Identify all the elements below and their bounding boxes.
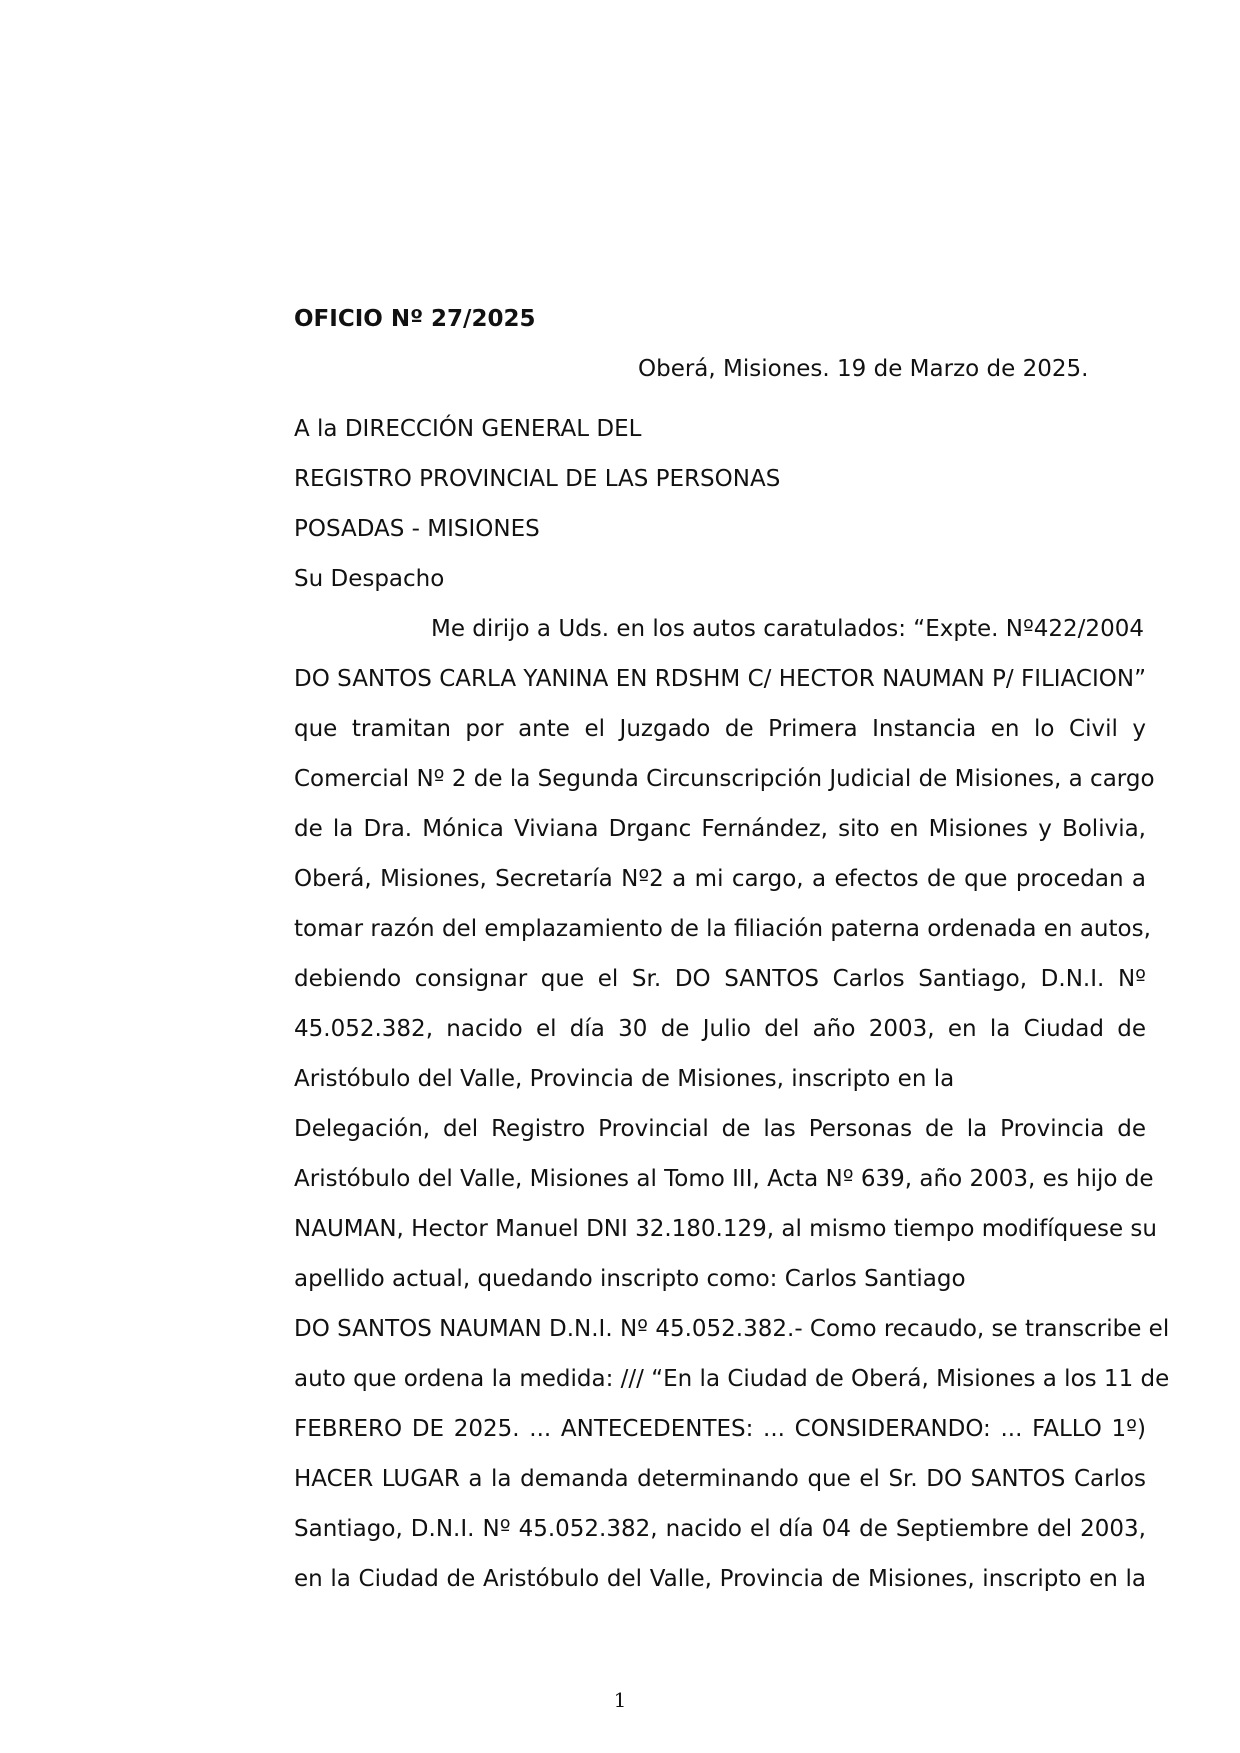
- body-line: Aristóbulo del Valle, Provincia de Misiones, inscripto en la: [294, 1066, 955, 1092]
- body-line: DO SANTOS CARLA YANINA EN RDSHM C/ HECTOR NAUMAN P/ FILIACION”: [294, 666, 1146, 692]
- address-line: Su Despacho: [294, 566, 445, 592]
- body-line: apellido actual, quedando inscripto como: Carlos Santiago: [294, 1266, 966, 1292]
- body-line: DO SANTOS NAUMAN D.N.I. Nº 45.052.382.- Como recaudo, se transcribe el: [294, 1316, 1170, 1342]
- body-line: HACER LUGAR a la demanda determinando que el Sr. DO SANTOS Carlos: [294, 1466, 1146, 1492]
- body-line: en la Ciudad de Aristóbulo del Valle, Provincia de Misiones, inscripto en la: [294, 1566, 1146, 1592]
- body-line: debiendo consignar que el Sr. DO SANTOS Carlos Santiago, D.N.I. Nº: [294, 966, 1146, 992]
- address-line: POSADAS - MISIONES: [294, 516, 540, 542]
- body-line: Oberá, Misiones, Secretaría Nº2 a mi cargo, a efectos de que procedan a: [294, 866, 1146, 892]
- document-title: OFICIO Nº 27/2025: [294, 306, 536, 332]
- address-line: A la DIRECCIÓN GENERAL DEL: [294, 416, 642, 442]
- body-line: 45.052.382, nacido el día 30 de Julio del año 2003, en la Ciudad de: [294, 1016, 1146, 1042]
- document-body: [294, 604, 1170, 1604]
- body-line: Me dirijo a Uds. en los autos caratulados: “Expte. Nº422/2004: [431, 616, 1144, 642]
- recipient-address: [294, 404, 1154, 604]
- body-line: FEBRERO DE 2025. ... ANTECEDENTES: ... CONSIDERANDO: ... FALLO 1º): [294, 1416, 1146, 1442]
- address-line: REGISTRO PROVINCIAL DE LAS PERSONAS: [294, 466, 781, 492]
- body-line: Santiago, D.N.I. Nº 45.052.382, nacido el día 04 de Septiembre del 2003,: [294, 1516, 1146, 1542]
- body-line: Comercial Nº 2 de la Segunda Circunscripción Judicial de Misiones, a cargo: [294, 766, 1155, 792]
- body-line: que tramitan por ante el Juzgado de Primera Instancia en lo Civil y: [294, 716, 1146, 742]
- page-number: 1: [613, 1688, 627, 1712]
- body-line: auto que ordena la medida: /// “En la Ciudad de Oberá, Misiones a los 11 de: [294, 1366, 1170, 1392]
- body-line: tomar razón del emplazamiento de la filiación paterna ordenada en autos,: [294, 916, 1151, 942]
- date-line: Oberá, Misiones. 19 de Marzo de 2025.: [638, 356, 1089, 382]
- body-line: NAUMAN, Hector Manuel DNI 32.180.129, al mismo tiempo modifíquese su: [294, 1216, 1157, 1242]
- body-line: de la Dra. Mónica Viviana Drganc Fernández, sito en Misiones y Bolivia,: [294, 816, 1146, 842]
- body-line: Delegación, del Registro Provincial de las Personas de la Provincia de: [294, 1116, 1146, 1142]
- body-line: Aristóbulo del Valle, Misiones al Tomo III, Acta Nº 639, año 2003, es hijo de: [294, 1166, 1154, 1192]
